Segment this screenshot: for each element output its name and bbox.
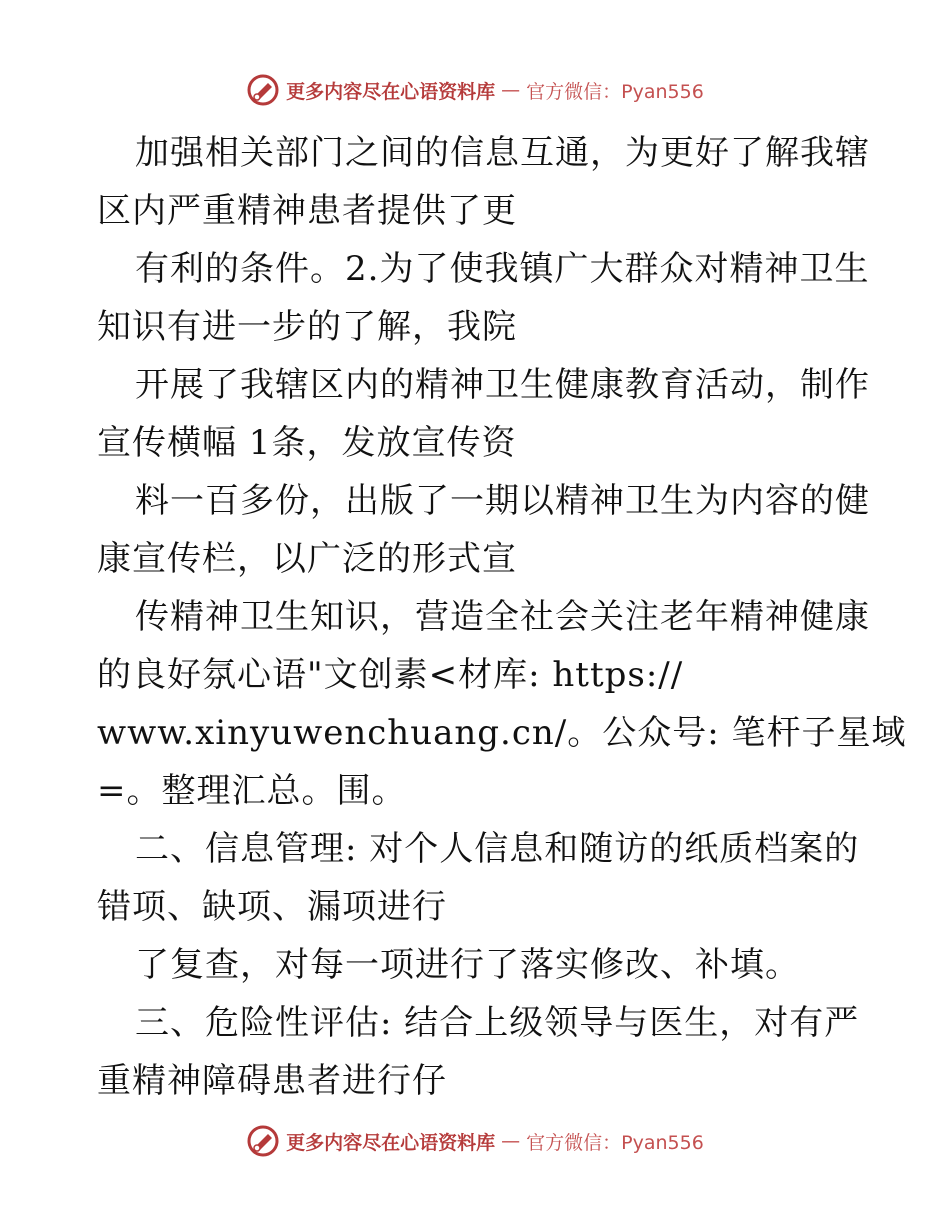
- pen-logo-icon: [246, 1124, 280, 1158]
- text-line: 加强相关部门之间的信息互通，为更好了解我辖: [135, 133, 870, 173]
- text-line: 二、信息管理: 对个人信息和随访的纸质档案的: [135, 829, 860, 869]
- text-line: www.xinyuwenchuang.cn/。公众号: 笔杆子星域: [97, 713, 907, 753]
- footer-brand-text: 更多内容尽在心语资料库: [286, 1131, 496, 1154]
- text-line: 有利的条件。2.为了使我镇广大群众对精神卫生: [135, 249, 870, 289]
- footer-separator: —: [501, 1130, 521, 1152]
- text-line: =。整理汇总。围。: [97, 771, 407, 811]
- text-line: 开展了我辖区内的精神卫生健康教育活动，制作: [135, 365, 870, 405]
- text-line: 宣传横幅 1条，发放宣传资: [97, 423, 517, 463]
- text-line: 料一百多份，出版了一期以精神卫生为内容的健: [135, 481, 870, 521]
- header-separator: —: [501, 79, 521, 101]
- text-line: 三、危险性评估: 结合上级领导与医生，对有严: [135, 1003, 860, 1043]
- header-watermark-banner: [0, 70, 950, 110]
- text-line: 知识有进一步的了解，我院: [97, 307, 517, 347]
- header-brand-text: 更多内容尽在心语资料库: [286, 80, 496, 103]
- footer-watermark-banner: [0, 1121, 950, 1161]
- text-line: 错项、缺项、漏项进行: [97, 887, 447, 927]
- footer-contact-text: 官方微信：Pyan556: [526, 1131, 704, 1154]
- text-line: 的良好氛心语"文创素<材库: https://: [97, 655, 684, 695]
- text-line: 区内严重精神患者提供了更: [97, 191, 517, 231]
- text-line: 传精神卫生知识，营造全社会关注老年精神健康: [135, 597, 870, 637]
- header-contact-text: 官方微信：Pyan556: [526, 80, 704, 103]
- text-line: 重精神障碍患者进行仔: [97, 1061, 447, 1101]
- document-body: [97, 124, 907, 1110]
- text-line: 了复查，对每一项进行了落实修改、补填。: [135, 945, 800, 985]
- text-line: 康宣传栏，以广泛的形式宣: [97, 539, 517, 579]
- pen-logo-icon: [246, 73, 280, 107]
